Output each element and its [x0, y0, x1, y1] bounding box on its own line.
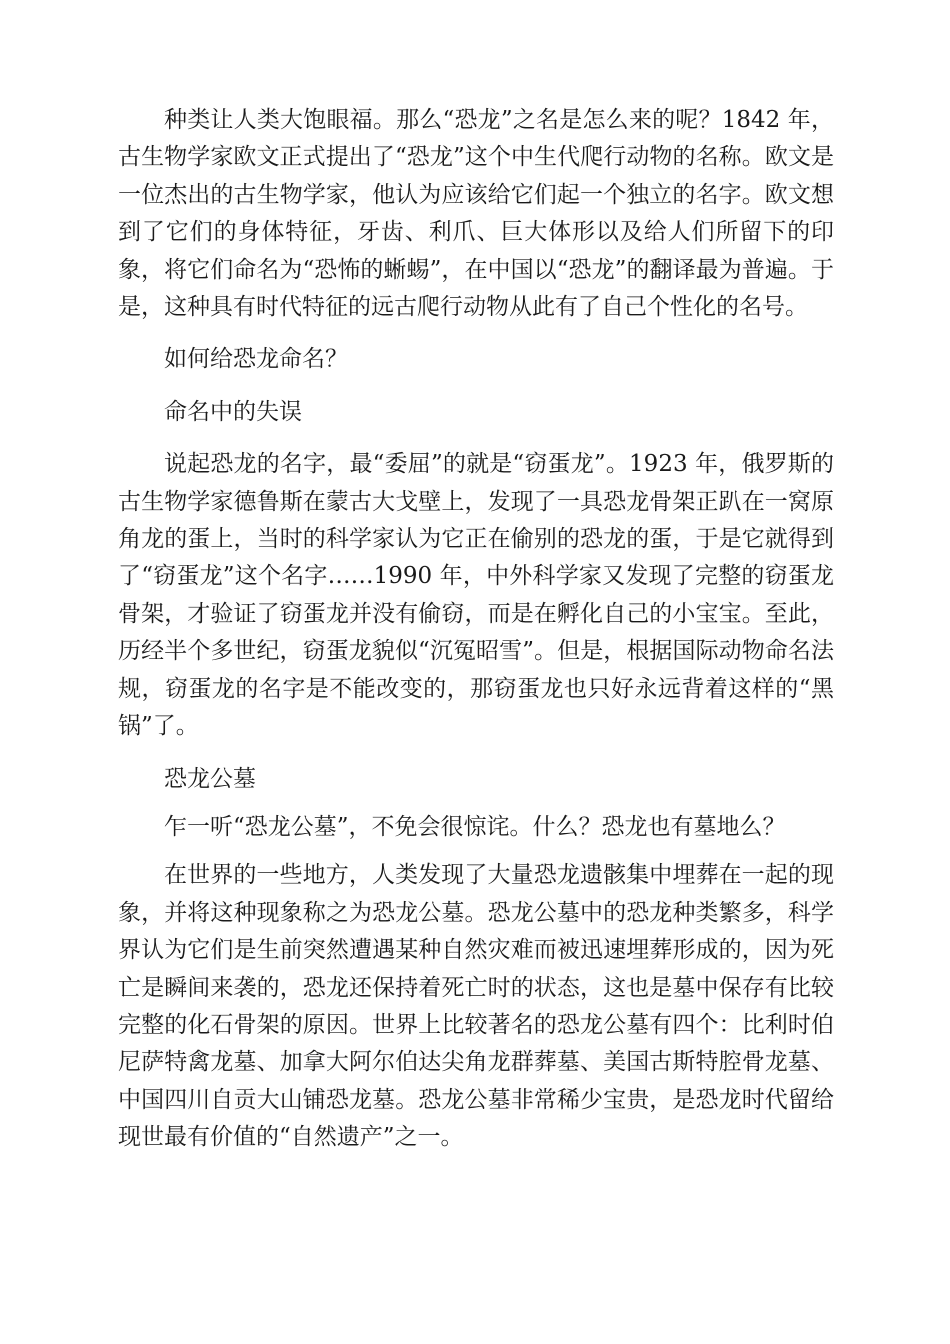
- heading-naming-mistake: 命名中的失误: [164, 398, 302, 425]
- heading-how-to-name: 如何给恐龙命名？: [164, 346, 348, 373]
- paragraph-cemetery-intro: 乍一听“恐龙公墓”，不免会很惊诧。什么？恐龙也有墓地么？: [164, 813, 786, 840]
- paragraph-dinosaur-name-origin: 种类让人类大饱眼福。那么“恐龙”之名是怎么来的呢？1842 年，古生物学家欧文正式提出了“恐龙”这个中生代爬行动物的名称。欧文是一位杰出的古生物学家，他认为应该给它们起一个独立的名字。欧文想到了它们的身体特征，牙齿、利爪、巨大体形以及给人们所留下的印象，将它们命名为“恐怖的蜥蜴”，在中国以“恐龙”的翻译最为普遍。于是，这种具有时代特征的远古爬行动物从此有了自己个性化的名号。: [118, 107, 834, 321]
- paragraph-cemetery-detail: 在世界的一些地方，人类发现了大量恐龙遗骸集中埋葬在一起的现象，并将这种现象称之为恐龙公墓。恐龙公墓中的恐龙种类繁多，科学界认为它们是生前突然遭遇某种自然灾难而被迅速埋葬形成的，因为死亡是瞬间来袭的，恐龙还保持着死亡时的状态，这也是墓中保存有比较完整的化石骨架的原因。世界上比较著名的恐龙公墓有四个：比利时伯尼萨特禽龙墓、加拿大阿尔伯达尖角龙群葬墓、美国古斯特腔骨龙墓、中国四川自贡大山铺恐龙墓。恐龙公墓非常稀少宝贵，是恐龙时代留给现世最有价值的“自然遗产”之一。: [118, 862, 834, 1151]
- paragraph-oviraptor: 说起恐龙的名字，最“委屈”的就是“窃蛋龙”。1923 年，俄罗斯的古生物学家德鲁斯在蒙古大戈壁上，发现了一具恐龙骨架正趴在一窝原角龙的蛋上，当时的科学家认为它正在偷别的恐龙的蛋，于是它就得到了“窃蛋龙”这个名字……1990 年，中外科学家又发现了完整的窃蛋龙骨架，才验证了窃蛋龙并没有偷窃，而是在孵化自己的小宝宝。至此，历经半个多世纪，窃蛋龙貌似“沉冤昭雪”。但是，根据国际动物命名法规，窃蛋龙的名字是不能改变的，那窃蛋龙也只好永远背着这样的“黑锅”了。: [118, 451, 834, 740]
- heading-dinosaur-cemetery: 恐龙公墓: [164, 765, 256, 792]
- document-page: [118, 102, 834, 1157]
